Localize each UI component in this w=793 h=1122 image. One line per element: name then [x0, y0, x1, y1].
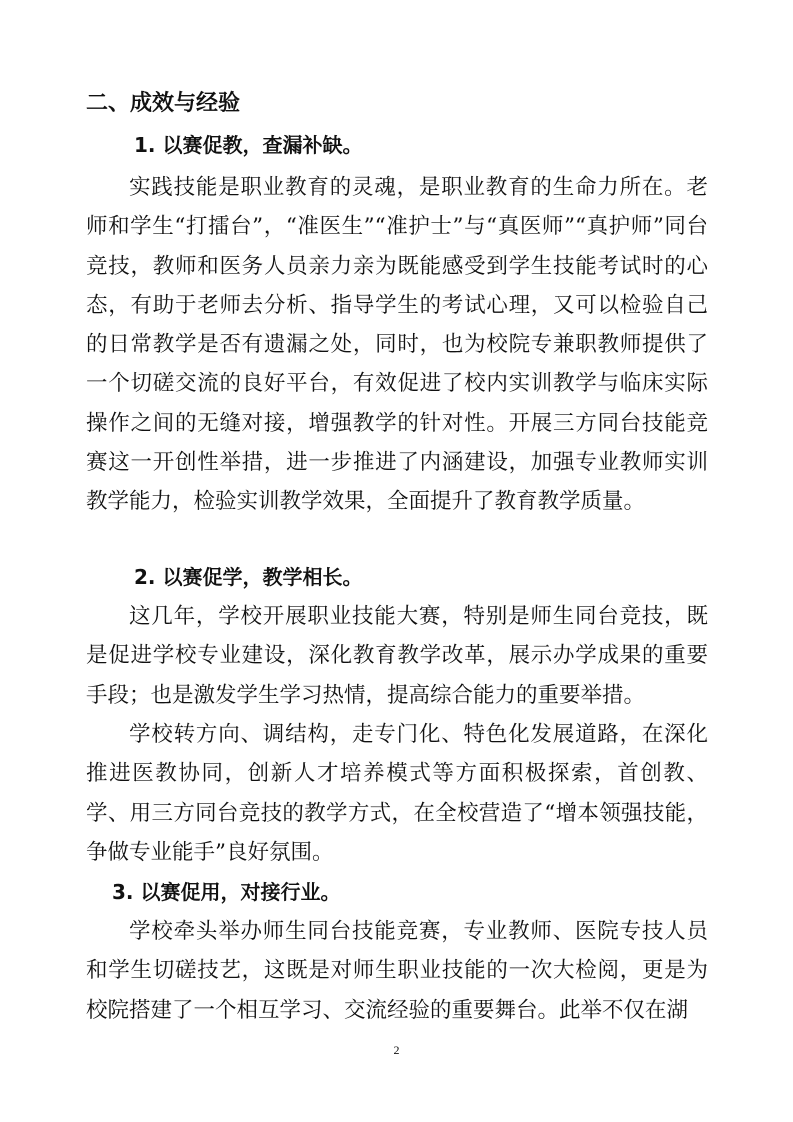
subheading-2: 2. 以赛促学，教学相长。 — [134, 565, 363, 589]
subheading-3: 3. 以赛促用，对接行业。 — [112, 880, 341, 904]
paragraph-3: 学校转方向、调结构，走专门化、特色化发展道路，在深化推进医教协同，创新人才培养模式等方面积极探索，首创教、学、用三方同台竞技的教学方式，在全校营造了“增本领强技能，争做专业能手”良好氛围。 — [86, 722, 708, 865]
section-title: 二、成效与经验 — [86, 91, 241, 116]
subheading-1: 1. 以赛促教，查漏补缺。 — [134, 133, 363, 157]
paragraph-1: 实践技能是职业教育的灵魂，是职业教育的生命力所在。老师和学生“打擂台”，“准医生”“准护士”与“真医师”“真护师”同台竞技，教师和医务人员亲力亲为既能感受到学生技能考试时的心态，有助于老师去分析、指导学生的考试心理，又可以检验自己的日常教学是否有遗漏之处，同时，也为校院专兼职教师提供了一个切磋交流的良好平台，有效促进了校内实训教学与临床实际操作之间的无缝对接，增强教学的针对性。开展三方同台技能竞赛这一开创性举措，进一步推进了内涵建设，加强专业教师实训教学能力，检验实训教学效果，全面提升了教育教学质量。 — [86, 175, 708, 515]
paragraph-2: 这几年，学校开展职业技能大赛，特别是师生同台竞技，既是促进学校专业建设，深化教育教学改革，展示办学成果的重要手段；也是激发学生学习热情，提高综合能力的重要举措。 — [86, 604, 708, 708]
paragraph-4: 学校牵头举办师生同台技能竞赛，专业教师、医院专技人员和学生切磋技艺，这既是对师生职业技能的一次大检阅，更是为校院搭建了一个相互学习、交流经验的重要舞台。此举不仅在湖 — [86, 919, 708, 1023]
page-number: 2 — [393, 1043, 400, 1057]
